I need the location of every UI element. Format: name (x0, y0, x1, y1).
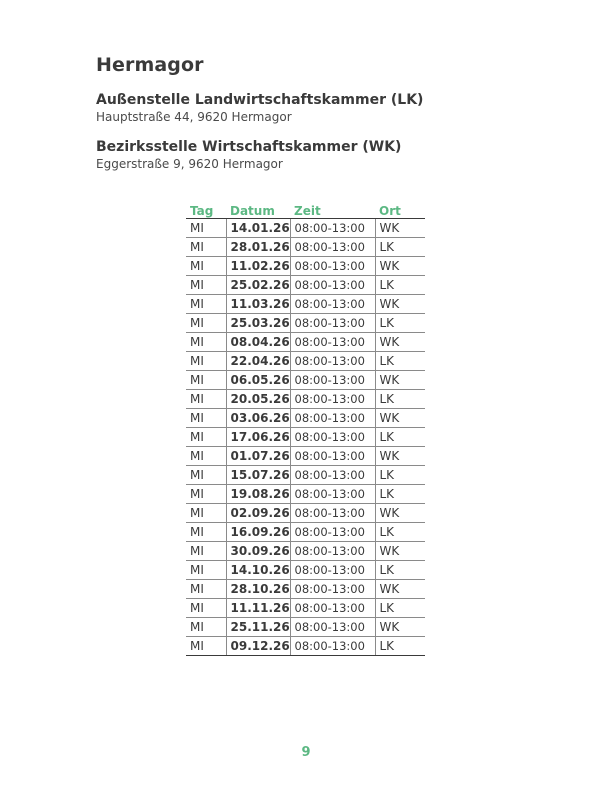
page-title: Hermagor (96, 54, 204, 76)
table-row (186, 618, 425, 637)
cell-tag: MI (186, 542, 226, 561)
cell-tag: MI (186, 352, 226, 371)
cell-tag: MI (186, 276, 226, 295)
cell-ort: LK (375, 390, 425, 409)
cell-tag: MI (186, 466, 226, 485)
cell-zeit: 08:00-13:00 (290, 295, 375, 314)
cell-ort: LK (375, 466, 425, 485)
table-row (186, 580, 425, 599)
cell-datum: 11.11.26 (226, 599, 290, 618)
cell-ort: LK (375, 485, 425, 504)
office-wk-address: Eggerstraße 9, 9620 Hermagor (96, 157, 283, 171)
cell-ort: LK (375, 238, 425, 257)
cell-zeit: 08:00-13:00 (290, 504, 375, 523)
table-row (186, 276, 425, 295)
cell-ort: WK (375, 409, 425, 428)
table-row (186, 390, 425, 409)
header-tag: Tag (186, 202, 226, 219)
cell-datum: 28.01.26 (226, 238, 290, 257)
header-zeit: Zeit (290, 202, 375, 219)
cell-tag: MI (186, 371, 226, 390)
cell-datum: 17.06.26 (226, 428, 290, 447)
table-header-row (186, 202, 425, 219)
cell-datum: 25.02.26 (226, 276, 290, 295)
cell-ort: WK (375, 504, 425, 523)
cell-zeit: 08:00-13:00 (290, 618, 375, 637)
table-row (186, 637, 425, 656)
cell-ort: LK (375, 599, 425, 618)
table-row (186, 542, 425, 561)
cell-zeit: 08:00-13:00 (290, 238, 375, 257)
cell-datum: 15.07.26 (226, 466, 290, 485)
table-row (186, 561, 425, 580)
cell-datum: 11.03.26 (226, 295, 290, 314)
table-row (186, 599, 425, 618)
office-lk (96, 91, 423, 125)
cell-tag: MI (186, 618, 226, 637)
cell-ort: WK (375, 333, 425, 352)
cell-tag: MI (186, 333, 226, 352)
table-row (186, 447, 425, 466)
cell-ort: LK (375, 352, 425, 371)
cell-zeit: 08:00-13:00 (290, 580, 375, 599)
cell-zeit: 08:00-13:00 (290, 257, 375, 276)
cell-datum: 25.11.26 (226, 618, 290, 637)
cell-datum: 25.03.26 (226, 314, 290, 333)
table-row (186, 409, 425, 428)
cell-tag: MI (186, 390, 226, 409)
table-row (186, 485, 425, 504)
cell-datum: 20.05.26 (226, 390, 290, 409)
cell-ort: WK (375, 371, 425, 390)
cell-tag: MI (186, 504, 226, 523)
schedule-body (186, 219, 425, 656)
office-lk-name: Außenstelle Landwirtschaftskammer (LK) (96, 92, 424, 108)
table-row (186, 504, 425, 523)
cell-ort: LK (375, 314, 425, 333)
table-row (186, 352, 425, 371)
cell-zeit: 08:00-13:00 (290, 409, 375, 428)
table-row (186, 238, 425, 257)
cell-zeit: 08:00-13:00 (290, 314, 375, 333)
cell-datum: 30.09.26 (226, 542, 290, 561)
cell-datum: 02.09.26 (226, 504, 290, 523)
table-row (186, 219, 425, 238)
cell-ort: WK (375, 295, 425, 314)
cell-datum: 16.09.26 (226, 523, 290, 542)
cell-zeit: 08:00-13:00 (290, 637, 375, 656)
cell-zeit: 08:00-13:00 (290, 276, 375, 295)
cell-zeit: 08:00-13:00 (290, 466, 375, 485)
cell-tag: MI (186, 485, 226, 504)
cell-datum: 01.07.26 (226, 447, 290, 466)
cell-tag: MI (186, 580, 226, 599)
cell-tag: MI (186, 523, 226, 542)
cell-datum: 22.04.26 (226, 352, 290, 371)
cell-ort: WK (375, 542, 425, 561)
header-ort: Ort (375, 202, 425, 219)
cell-zeit: 08:00-13:00 (290, 523, 375, 542)
table-row (186, 295, 425, 314)
cell-zeit: 08:00-13:00 (290, 219, 375, 238)
cell-zeit: 08:00-13:00 (290, 561, 375, 580)
office-lk-address: Hauptstraße 44, 9620 Hermagor (96, 110, 292, 124)
header-datum: Datum (226, 202, 290, 219)
cell-zeit: 08:00-13:00 (290, 599, 375, 618)
cell-datum: 09.12.26 (226, 637, 290, 656)
cell-tag: MI (186, 599, 226, 618)
cell-tag: MI (186, 409, 226, 428)
table-row (186, 523, 425, 542)
cell-ort: LK (375, 561, 425, 580)
cell-tag: MI (186, 314, 226, 333)
cell-zeit: 08:00-13:00 (290, 428, 375, 447)
cell-ort: WK (375, 257, 425, 276)
cell-ort: WK (375, 580, 425, 599)
cell-datum: 28.10.26 (226, 580, 290, 599)
cell-datum: 03.06.26 (226, 409, 290, 428)
cell-ort: WK (375, 618, 425, 637)
cell-ort: LK (375, 523, 425, 542)
table-row (186, 428, 425, 447)
cell-zeit: 08:00-13:00 (290, 352, 375, 371)
cell-ort: LK (375, 276, 425, 295)
cell-zeit: 08:00-13:00 (290, 485, 375, 504)
table-row (186, 257, 425, 276)
cell-datum: 11.02.26 (226, 257, 290, 276)
cell-zeit: 08:00-13:00 (290, 390, 375, 409)
cell-datum: 08.04.26 (226, 333, 290, 352)
cell-ort: WK (375, 447, 425, 466)
office-wk-name: Bezirksstelle Wirtschaftskammer (WK) (96, 139, 402, 155)
cell-tag: MI (186, 238, 226, 257)
table-row (186, 333, 425, 352)
cell-zeit: 08:00-13:00 (290, 333, 375, 352)
office-wk (96, 138, 401, 172)
schedule-table (186, 202, 425, 656)
cell-datum: 14.01.26 (226, 219, 290, 238)
cell-tag: MI (186, 447, 226, 466)
table-row (186, 466, 425, 485)
cell-zeit: 08:00-13:00 (290, 447, 375, 466)
page-number: 9 (301, 745, 311, 760)
table-row (186, 371, 425, 390)
cell-zeit: 08:00-13:00 (290, 542, 375, 561)
cell-datum: 06.05.26 (226, 371, 290, 390)
cell-tag: MI (186, 257, 226, 276)
cell-tag: MI (186, 428, 226, 447)
cell-tag: MI (186, 561, 226, 580)
table-row (186, 314, 425, 333)
cell-datum: 14.10.26 (226, 561, 290, 580)
cell-datum: 19.08.26 (226, 485, 290, 504)
cell-tag: MI (186, 219, 226, 238)
cell-ort: LK (375, 637, 425, 656)
cell-ort: WK (375, 219, 425, 238)
cell-zeit: 08:00-13:00 (290, 371, 375, 390)
cell-tag: MI (186, 295, 226, 314)
cell-tag: MI (186, 637, 226, 656)
cell-ort: LK (375, 428, 425, 447)
